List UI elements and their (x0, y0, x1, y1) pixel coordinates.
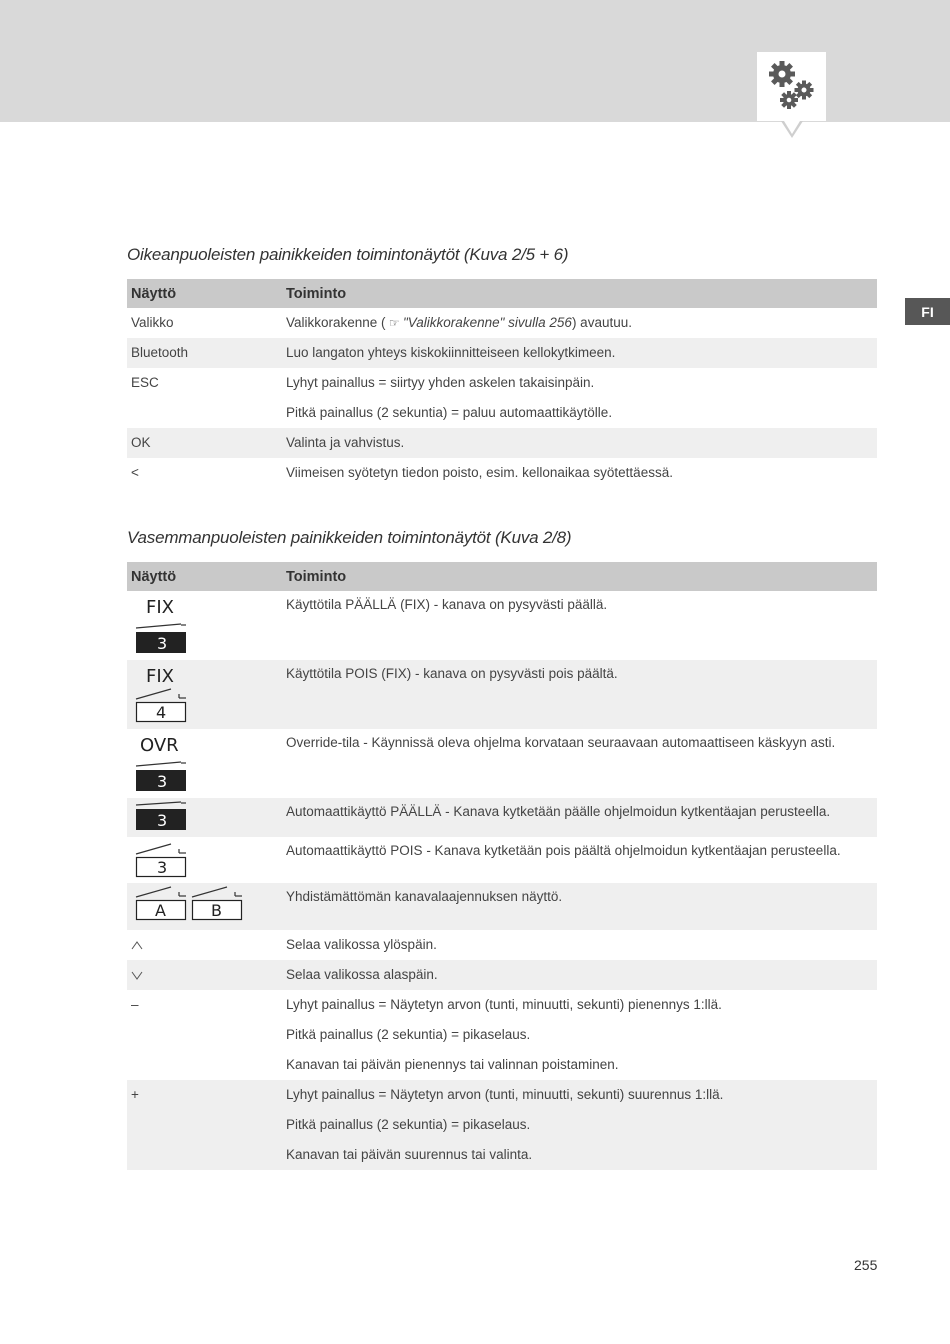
plus-label: + (131, 1087, 139, 1102)
function-text: Override-tila - Käynnissä oleva ohjelma korvataan seuraavaan automaattiseen käskyyn asti. (286, 735, 836, 750)
page-reference-link[interactable]: "Valikkorakenne" sivulla 256 (403, 315, 572, 330)
function-text: Lyhyt painallus = siirtyy yhden askelen takaisinpäin. (286, 375, 595, 390)
channel-extension-symbol (131, 883, 251, 925)
auto-off-symbol (131, 837, 201, 881)
section-title-left-buttons: Vasemmanpuoleisten painikkeiden toimintonäytöt (Kuva 2/8) (127, 528, 572, 547)
function-text: Valikkorakenne ( ☞ "Valikkorakenne" sivulla 256) avautuu. (286, 315, 632, 330)
function-text: Pitkä painallus (2 sekuntia) = pikaselaus. (286, 1027, 531, 1042)
display-label: Valikko (131, 315, 174, 330)
table-row (127, 660, 877, 729)
table-row (127, 591, 877, 660)
section-title-right-buttons: Oikeanpuoleisten painikkeiden toimintonäytöt (Kuva 2/5 + 6) (127, 245, 569, 264)
display-label: Bluetooth (131, 345, 189, 360)
fix-on-symbol (131, 591, 201, 657)
table-row (127, 308, 877, 338)
minus-label: – (131, 997, 139, 1012)
function-text: Käyttötila POIS (FIX) - kanava on pysyvästi pois päältä. (286, 666, 618, 681)
channel-number: 3 (157, 772, 168, 791)
table-row (127, 990, 877, 1080)
mode-label: OVR (140, 735, 179, 756)
function-text: Selaa valikossa alaspäin. (286, 967, 438, 982)
function-text: Selaa valikossa ylöspäin. (286, 937, 437, 952)
function-text: Viimeisen syötetyn tiedon poisto, esim. kellonaikaa syötettäessä. (286, 465, 673, 480)
function-text: Lyhyt painallus = Näytetyn arvon (tunti, minuutti, sekunti) suurennus 1:llä. (286, 1087, 724, 1102)
table-row (127, 428, 877, 458)
table-row (127, 729, 877, 798)
col-header-display: Näyttö (127, 279, 286, 308)
table-row (127, 837, 877, 883)
left-buttons-table (127, 562, 877, 1170)
right-buttons-table (127, 279, 877, 488)
table-row (127, 458, 877, 488)
language-tab: FI (905, 298, 950, 325)
col-header-display: Näyttö (127, 562, 286, 591)
function-text: Kanavan tai päivän pienennys tai valinnan poistaminen. (286, 1057, 619, 1072)
function-text: Valinta ja vahvistus. (286, 435, 405, 450)
table-row (127, 883, 877, 930)
table-row (127, 368, 877, 428)
override-symbol (131, 729, 201, 795)
table-row (127, 1080, 877, 1170)
down-icon (131, 960, 286, 990)
table-row (127, 930, 877, 960)
table-row (127, 960, 877, 990)
gears-icon (757, 52, 826, 121)
function-text: Automaattikäyttö POIS - Kanava kytketään pois päältä ohjelmoidun kytkentäajan perusteella. (286, 843, 841, 858)
function-text: Automaattikäyttö PÄÄLLÄ - Kanava kytketään päälle ohjelmoidun kytkentäajan perusteella. (286, 804, 831, 819)
channel-a: A (155, 901, 166, 920)
function-text: Kanavan tai päivän suurennus tai valinta. (286, 1147, 533, 1162)
col-header-function: Toiminto (286, 279, 877, 308)
table-row (127, 798, 877, 837)
channel-number: 3 (157, 858, 168, 877)
up-icon (131, 930, 286, 960)
table-row (127, 338, 877, 368)
channel-b: B (211, 901, 222, 920)
display-label: OK (131, 435, 151, 450)
mode-label: FIX (146, 597, 174, 618)
table-header (127, 562, 877, 591)
display-label: ESC (131, 375, 159, 390)
pointer-arrow-inner (784, 121, 800, 134)
gears-icon-box (757, 52, 826, 121)
page-ref-icon: ☞ (385, 316, 403, 330)
mode-label: FIX (146, 666, 174, 687)
channel-number: 3 (157, 634, 168, 653)
table-header (127, 279, 877, 308)
function-text: Pitkä painallus (2 sekuntia) = pikaselaus. (286, 1117, 531, 1132)
channel-number: 3 (157, 811, 168, 830)
auto-on-symbol (131, 798, 201, 836)
col-header-function: Toiminto (286, 562, 877, 591)
function-text: Luo langaton yhteys kiskokiinnitteiseen kellokytkimeen. (286, 345, 616, 360)
display-label: < (131, 465, 139, 480)
function-text: Yhdistämättömän kanavalaajennuksen näyttö. (286, 889, 563, 904)
function-text: Käyttötila PÄÄLLÄ (FIX) - kanava on pysyvästi päällä. (286, 597, 608, 612)
function-text: Pitkä painallus (2 sekuntia) = paluu automaattikäytölle. (286, 405, 613, 420)
page-number: 255 (854, 1257, 878, 1273)
function-text: Lyhyt painallus = Näytetyn arvon (tunti, minuutti, sekunti) pienennys 1:llä. (286, 997, 722, 1012)
channel-number: 4 (156, 703, 167, 722)
fix-off-symbol (131, 660, 201, 726)
